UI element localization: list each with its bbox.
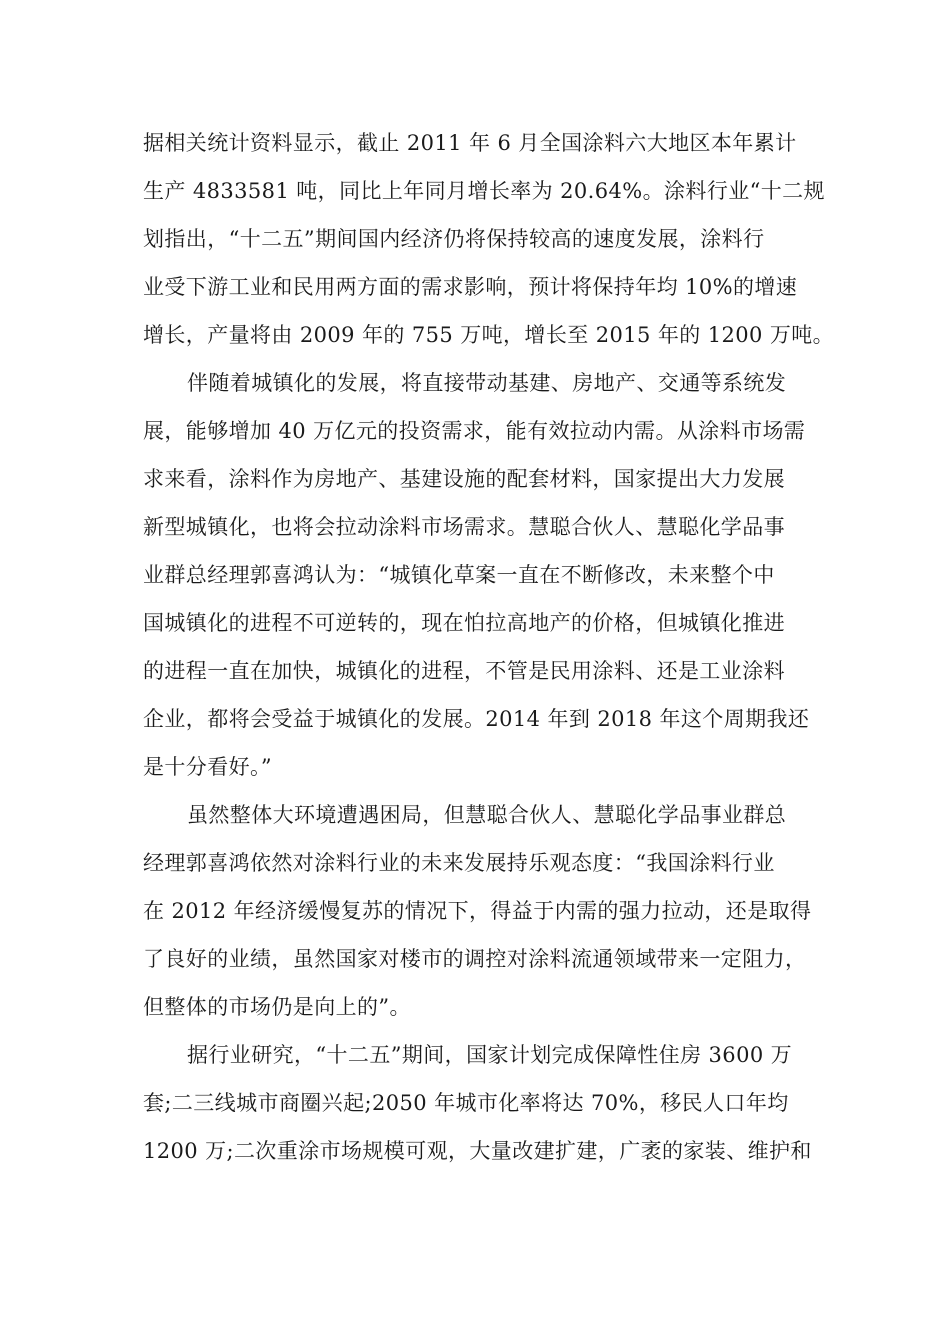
paragraph-2-line-8: 企业，都将会受益于城镇化的发展。2014 年到 2018 年这个周期我还 — [143, 707, 810, 731]
paragraph-4-line-2: 套;二三线城市商圈兴起;2050 年城市化率将达 70%，移民人口年均 — [143, 1091, 789, 1115]
paragraph-2-line-1: 伴随着城镇化的发展，将直接带动基建、房地产、交通等系统发 — [187, 371, 787, 395]
paragraph-2-line-5: 业群总经理郭喜鸿认为：“城镇化草案一直在不断修改，未来整个中 — [143, 563, 775, 587]
paragraph-4-line-3: 1200 万;二次重涂市场规模可观，大量改建扩建，广袤的家装、维护和 — [143, 1139, 812, 1163]
document-body — [143, 126, 835, 1182]
paragraph-1-line-4: 业受下游工业和民用两方面的需求影响，预计将保持年均 10%的增速 — [143, 275, 798, 299]
paragraph-1-line-3: 划指出，“十二五”期间国内经济仍将保持较高的速度发展，涂料行 — [143, 227, 765, 251]
paragraph-3-line-5: 但整体的市场仍是向上的”。 — [143, 995, 411, 1019]
paragraph-1-line-5: 增长，产量将由 2009 年的 755 万吨，增长至 2015 年的 1200 万吨。 — [143, 323, 835, 347]
paragraph-3-line-3: 在 2012 年经济缓慢复苏的情况下，得益于内需的强力拉动，还是取得 — [143, 899, 812, 923]
paragraph-1-line-2: 生产 4833581 吨，同比上年同月增长率为 20.64%。涂料行业“十二规 — [143, 179, 825, 203]
paragraph-2-line-3: 求来看，涂料作为房地产、基建设施的配套材料，国家提出大力发展 — [143, 467, 785, 491]
paragraph-3-line-4: 了良好的业绩，虽然国家对楼市的调控对涂料流通领域带来一定阻力， — [143, 947, 807, 971]
paragraph-2-line-9: 是十分看好。” — [143, 755, 273, 779]
paragraph-3-line-1: 虽然整体大环境遭遇困局，但慧聪合伙人、慧聪化学品事业群总 — [187, 803, 787, 827]
paragraph-2-line-2: 展，能够增加 40 万亿元的投资需求，能有效拉动内需。从涂料市场需 — [143, 419, 806, 443]
paragraph-4-line-1: 据行业研究，“十二五”期间，国家计划完成保障性住房 3600 万 — [187, 1043, 793, 1067]
paragraph-2-line-4: 新型城镇化，也将会拉动涂料市场需求。慧聪合伙人、慧聪化学品事 — [143, 515, 785, 539]
paragraph-3-line-2: 经理郭喜鸿依然对涂料行业的未来发展持乐观态度：“我国涂料行业 — [143, 851, 775, 875]
paragraph-2-line-7: 的进程一直在加快，城镇化的进程，不管是民用涂料、还是工业涂料 — [143, 659, 785, 683]
paragraph-2-line-6: 国城镇化的进程不可逆转的，现在怕拉高地产的价格，但城镇化推进 — [143, 611, 785, 635]
paragraph-1-line-1: 据相关统计资料显示，截止 2011 年 6 月全国涂料六大地区本年累计 — [143, 131, 797, 155]
